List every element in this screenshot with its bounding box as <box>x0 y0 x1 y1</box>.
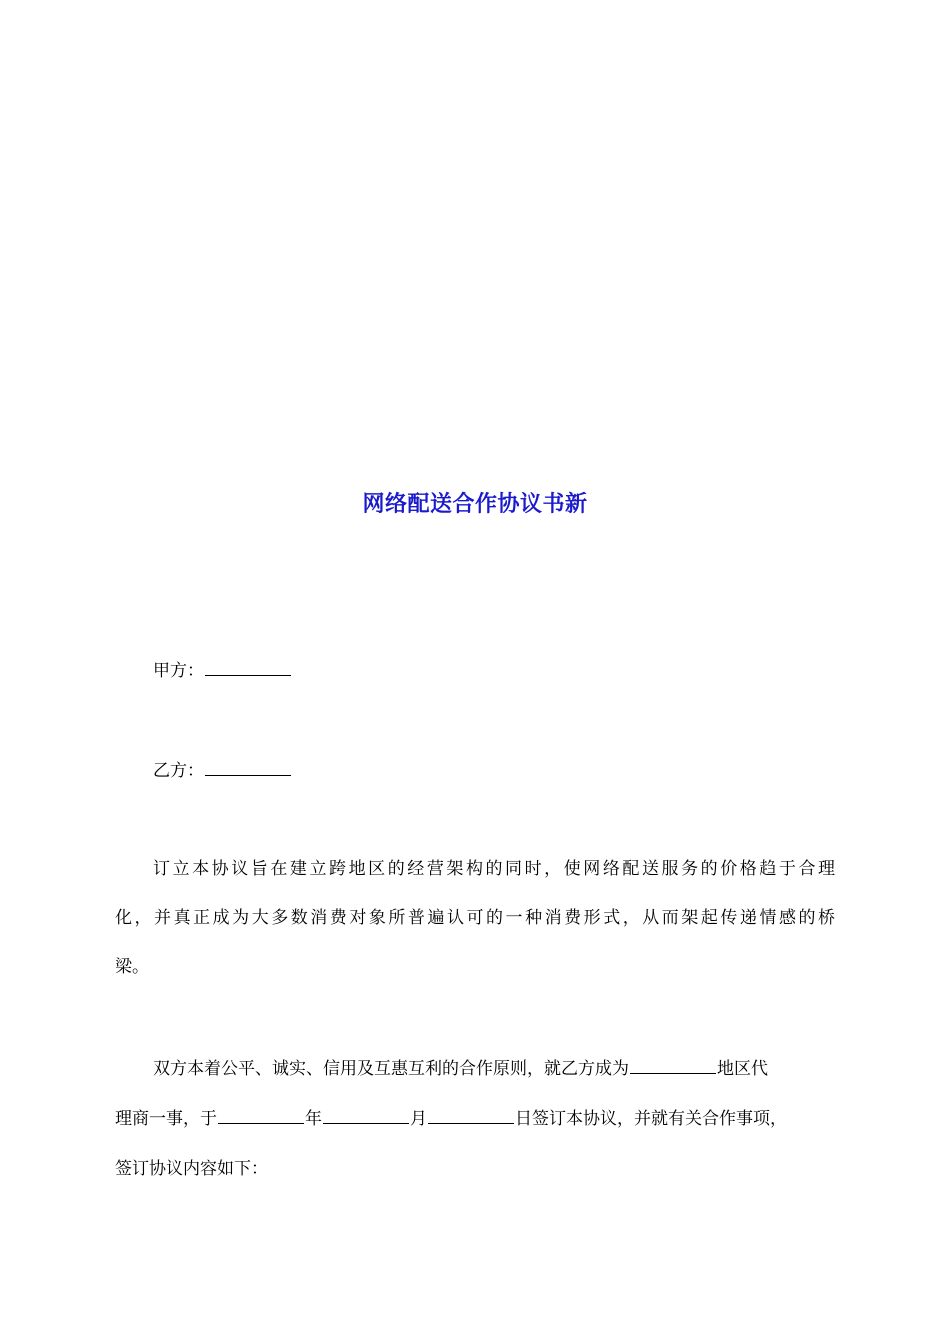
party-a-blank <box>205 660 291 676</box>
para2-line2 <box>115 1108 835 1131</box>
para2-line2-text-b: 日签订本协议，并就有关合作事项， <box>515 1109 787 1129</box>
year-label: 年 <box>305 1109 322 1129</box>
para2-line1-text-a: 双方本着公平、诚实、信用及互惠互利的合作原则，就乙方成为 <box>153 1059 629 1079</box>
para2-line2-text-a: 理商一事，于 <box>115 1109 217 1129</box>
party-a-line <box>153 660 873 683</box>
day-blank <box>428 1108 514 1124</box>
para2-line1-text-b: 地区代 <box>717 1059 768 1079</box>
para2-line3: 签订协议内容如下： <box>115 1159 268 1179</box>
para2-line1 <box>153 1058 835 1081</box>
party-a-label: 甲方： <box>153 661 204 681</box>
para1-line3: 梁。 <box>115 957 149 977</box>
para1-line2: 化，并真正成为大多数消费对象所普遍认可的一种消费形式，从而架起传递情感的桥 <box>115 908 835 928</box>
month-label: 月 <box>410 1109 427 1129</box>
region-blank <box>630 1058 716 1074</box>
para1-line1: 订立本协议旨在建立跨地区的经营架构的同时，使网络配送服务的价格趋于合理 <box>153 859 835 879</box>
party-b-line <box>153 760 873 783</box>
month-blank <box>323 1108 409 1124</box>
document-title: 网络配送合作协议书新 <box>362 491 588 517</box>
party-b-label: 乙方： <box>153 761 204 781</box>
year-blank <box>218 1108 304 1124</box>
party-b-blank <box>205 760 291 776</box>
